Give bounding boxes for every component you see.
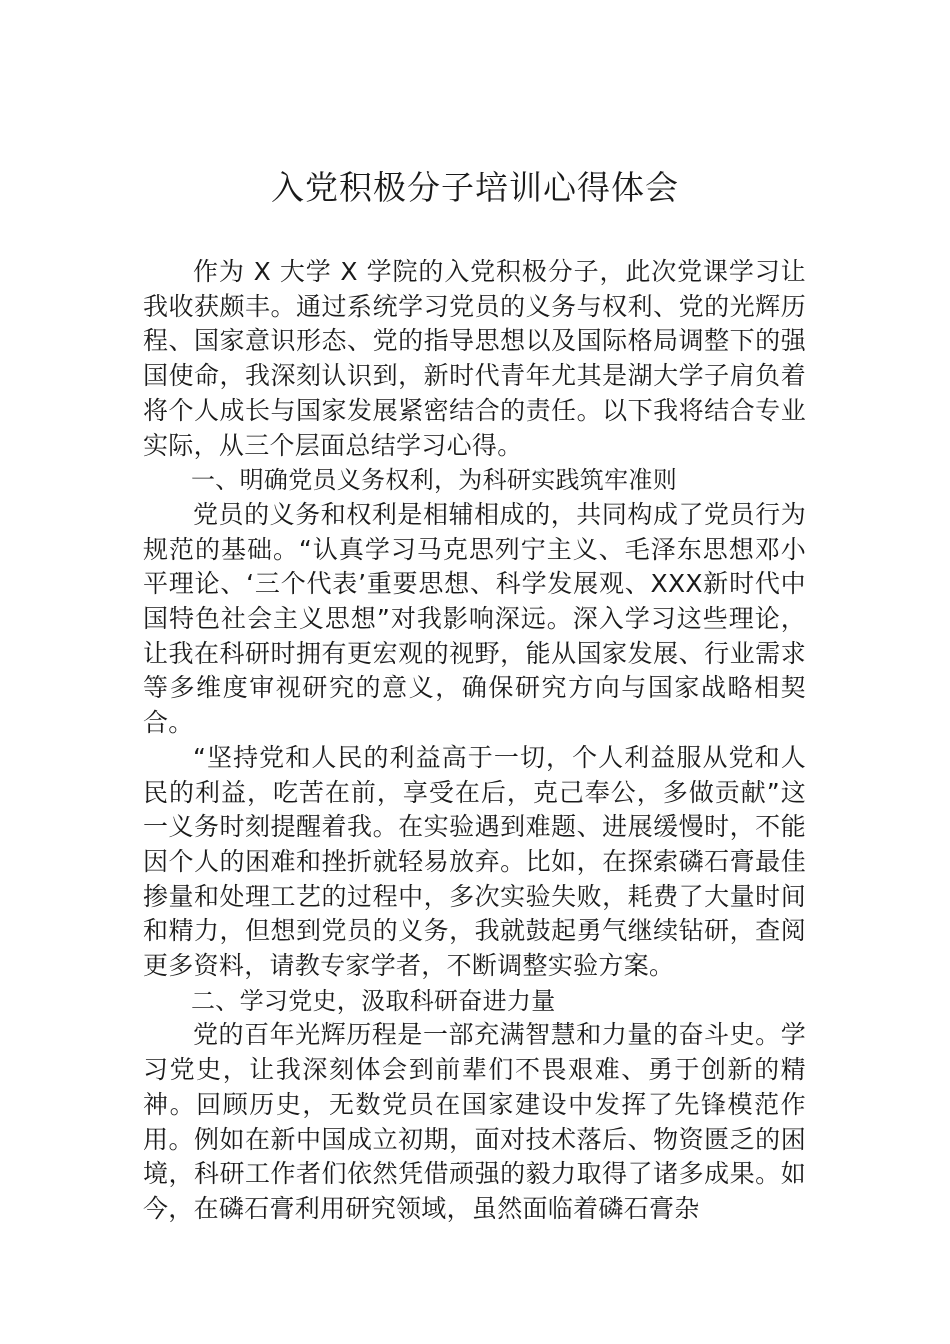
section-heading-2: 二、学习党史，汲取科研奋进力量 (191, 986, 556, 1015)
paragraph-rights-duties: 党员的义务和权利是相辅相成的，共同构成了党员行为规范的基础。“认真学习马克思列宁主义、毛泽东思想邓小平理论、‘三个代表’重要思想、科学发展观、XXX新时代中国特色社会主义思想”对我影响深远。深入学习这些理论，让我在科研时拥有更宏观的视野，能从国家发展、行业需求等多维度审视研究的意义，确保研究方向与国家战略相契合。 (143, 499, 806, 738)
paragraph-party-interest: “坚持党和人民的利益高于一切，个人利益服从党和人民的利益，吃苦在前，享受在后，克己奉公，多做贡献”这一义务时刻提醒着我。在实验遇到难题、进展缓慢时，不能因个人的困难和挫折就轻易放弃。比如，在探索磷石膏最佳掺量和处理工艺的过程中，多次实验失败，耗费了大量时间和精力，但想到党员的义务，我就鼓起勇气继续钻研，查阅更多资料，请教专家学者，不断调整实验方案。 (143, 742, 806, 981)
paragraph-party-history: 党的百年光辉历程是一部充满智慧和力量的奋斗史。学习党史，让我深刻体会到前辈们不畏艰难、勇于创新的精神。回顾历史，无数党员在国家建设中发挥了先锋模范作用。例如在新中国成立初期，面对技术落后、物资匮乏的困境，科研工作者们依然凭借顽强的毅力取得了诸多成果。如今，在磷石膏利用研究领域，虽然面临着磷石膏杂 (143, 1020, 806, 1223)
document-title: 入党积极分子培训心得体会 (271, 168, 679, 207)
paragraph-intro: 作为 X 大学 X 学院的入党积极分子，此次党课学习让我收获颇丰。通过系统学习党员的义务与权利、党的光辉历程、国家意识形态、党的指导思想以及国际格局调整下的强国使命，我深刻认识到，新时代青年尤其是湖大学子肩负着将个人成长与国家发展紧密结合的责任。以下我将结合专业实际，从三个层面总结学习心得。 (143, 257, 806, 460)
section-heading-1: 一、明确党员义务权利，为科研实践筑牢准则 (191, 466, 677, 495)
document-body (143, 255, 806, 1227)
